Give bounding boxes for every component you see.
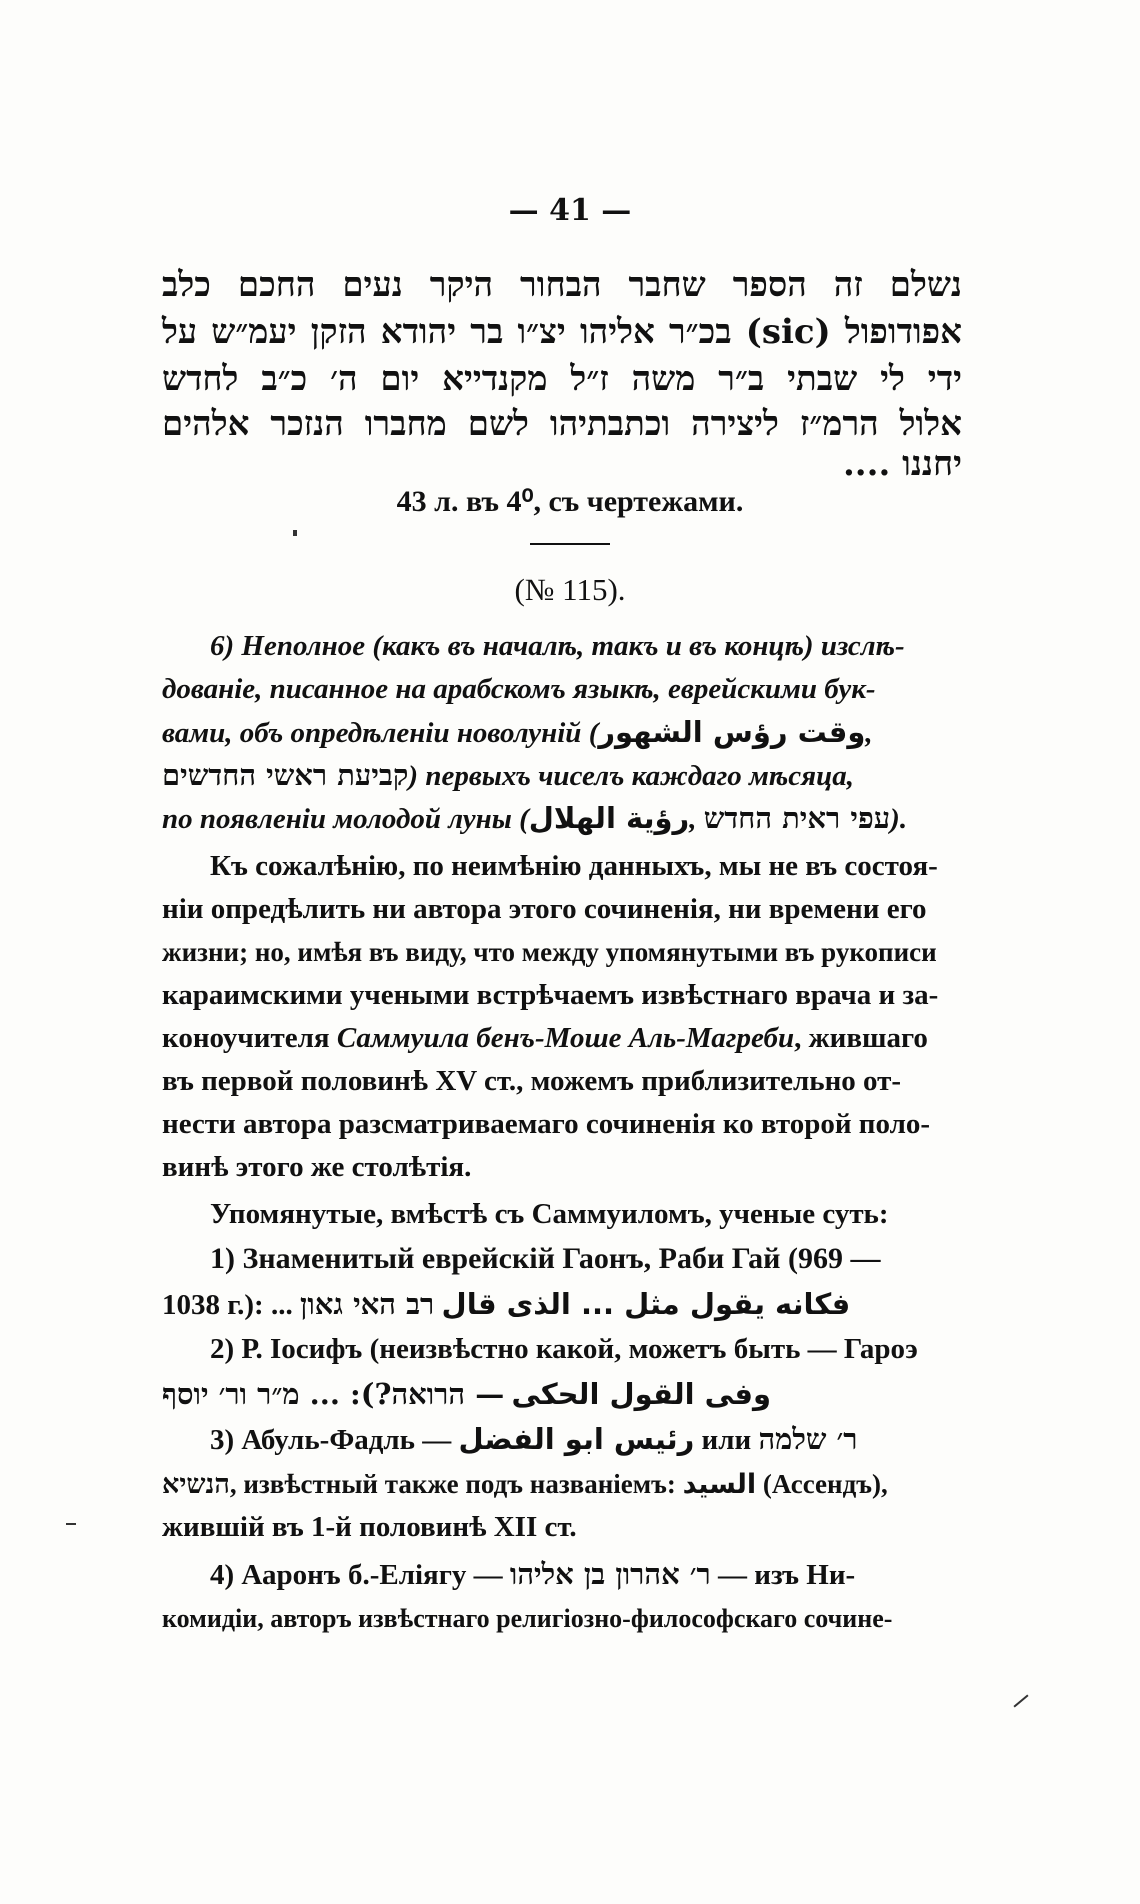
list-item-3-cont: жившій въ 1-й половинѣ XII ст. [162, 1511, 577, 1543]
arabic-phrase: السيد [682, 1469, 757, 1500]
colophon-line: אלול הרמ״ז ליצירה וכתבתיהו לשם מחברו הנזכר אלהים [162, 404, 962, 444]
list-item-1-cont [162, 1283, 962, 1326]
entry-line [162, 711, 962, 754]
body-line: Къ сожалѣнію, по неимѣнію данныхъ, мы не въ состоя- [210, 850, 938, 882]
section-divider [530, 543, 610, 545]
item-text: 4) Ааронъ б.-Еліягу — [210, 1559, 503, 1591]
body-line: нести автора разсматриваемаго сочиненія ко второй поло- [162, 1108, 931, 1140]
entry-line: 6) Неполное (какъ въ началѣ, такъ и въ концѣ) изслѣ- [210, 630, 905, 662]
body-line: ніи опредѣлить ни автора этого сочиненія, ни времени его [162, 893, 927, 925]
list-intro: Упомянутые, вмѣстѣ съ Саммуиломъ, ученые суть: [210, 1198, 889, 1230]
entry-line [162, 754, 962, 797]
margin-mark [66, 1523, 76, 1525]
colophon-line: ידי לי שבתי ב״ר משה ז״ל מקנדייא יום ה׳ כ״ב לחדש [162, 359, 962, 399]
colophon-line: יחננו .... [842, 444, 962, 484]
body-line: коноучителя Саммуила бенъ-Моше Аль-Магреби, жившаго [162, 1022, 928, 1054]
hebrew-phrase: הנשיא [162, 1469, 230, 1500]
body-line: въ первой половинѣ XV ст., можемъ приблизительно от- [162, 1065, 902, 1097]
colophon-line: נשלם זה הספר שחבר הבחור היקר נעים החכם כלב [162, 265, 962, 305]
page-number: — 41 — [508, 193, 632, 228]
arabic-phrase: رئيس ابو الفضل [458, 1422, 695, 1456]
item-text: или [701, 1424, 752, 1456]
arabic-phrase: فكانه يقول مثل ... الذى قال [441, 1287, 851, 1321]
hebrew-phrase: קביעת ראשי החדשים [162, 758, 409, 792]
arabic-phrase: وفى القول الحكى [511, 1377, 771, 1411]
body-line: караимскими учеными встрѣчаемъ извѣстнаго врача и за- [162, 979, 939, 1011]
entry-text: ) первыхъ чиселъ каждаго мѣсяца, [408, 760, 854, 792]
list-item-4 [162, 1553, 962, 1596]
item-text: , извѣстный также подъ названіемъ: [229, 1469, 676, 1499]
list-item-3-cont [162, 1463, 962, 1506]
hebrew-phrase: ר׳ שלמה [758, 1422, 858, 1456]
list-item-2: 2) Р. Іосифъ (неизвѣстно какой, можетъ быть — Гароэ [210, 1333, 918, 1365]
pencil-mark [1013, 1694, 1028, 1707]
arabic-phrase: رؤية الهلال [528, 801, 690, 835]
format-line: 43 л. въ 4⁰, съ чертежами. [396, 485, 744, 518]
entry-text: вами, объ опредѣленіи новолуній ( [162, 717, 599, 749]
scholar-name: Саммуила бенъ-Моше Аль-Магреби [336, 1022, 795, 1054]
hebrew-phrase: ר׳ אהרון בן אליהו [509, 1557, 711, 1591]
entry-text: , [689, 803, 704, 835]
entry-number: (№ 115). [514, 572, 626, 607]
item-text: (Ассендъ), [762, 1469, 888, 1499]
item-text: 3) Абуль-Фадль — [210, 1424, 452, 1456]
hebrew-phrase: עפי ראית החדש [703, 801, 891, 835]
ink-speck [293, 530, 297, 536]
hebrew-phrase: רב האי גאון [299, 1287, 435, 1321]
entry-text: , [865, 717, 873, 749]
entry-line: дованіе, писанное на арабскомъ языкѣ, еврейскими бук- [162, 673, 876, 705]
list-item-1: 1) Знаменитый еврейскій Гаонъ, Раби Гай (969 — [210, 1242, 881, 1275]
body-line: жизни; но, имѣя въ виду, что между упомянутыми въ рукописи [162, 937, 937, 967]
entry-text: по появленіи молодой луны ( [162, 803, 529, 835]
arabic-phrase: وقت رؤس الشهور [598, 715, 866, 749]
item-text: — изъ Ни- [718, 1559, 856, 1591]
list-item-4-cont: комидіи, авторъ извѣстнаго религіозно-философскаго сочине- [162, 1604, 893, 1633]
colophon-line: אפודופול (sic) בכ״ר אליהו יצ״ו בר יהודא הזקן יעמ״ש על [162, 312, 962, 352]
list-item-3 [162, 1418, 962, 1461]
list-item-2-cont [162, 1373, 962, 1416]
entry-line [162, 797, 962, 840]
item-text: 1038 г.): ... [162, 1289, 293, 1321]
body-line: винѣ этого же столѣтія. [162, 1151, 472, 1183]
hebrew-phrase: — הרואה?): ... מ״ר ור׳ יוסף [162, 1377, 505, 1411]
entry-text: ). [890, 803, 908, 835]
